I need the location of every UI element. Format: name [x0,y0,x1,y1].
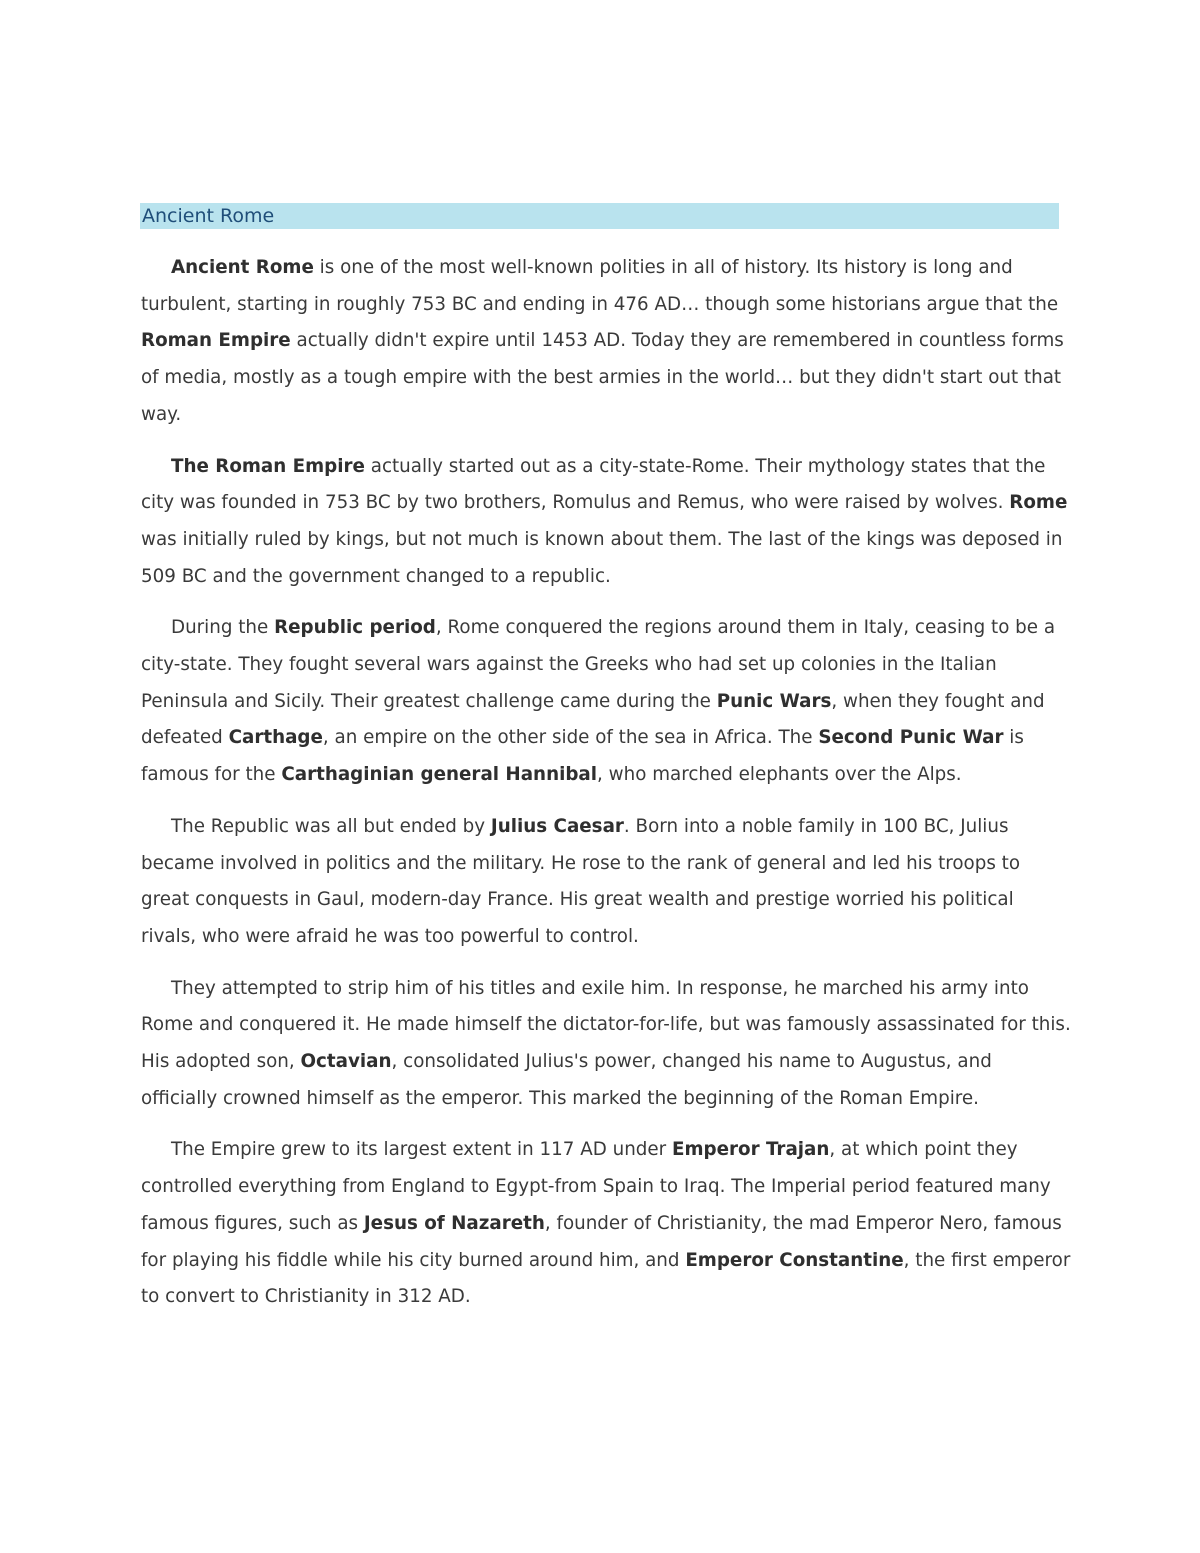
text-run: , founder of Christianity, the mad Emperor Nero, famous for playing his fiddle while his city burned around him, and [141,1212,1062,1271]
text-run: The Republic was all but ended by [171,815,491,837]
bold-term: Carthage [228,727,323,749]
paragraph-6 [141,1132,1071,1316]
paragraph-4 [141,809,1071,956]
bold-term: Republic period [274,617,436,639]
text-run: is one of the most well-known polities in all of history. Its history is long and turbulent, starting in roughly 753 BC and ending in 476 AD… though some historians argue that the [141,257,1059,315]
text-run: actually started out as a city-state-Rome. Their mythology states that the city was founded in 753 BC by two brothers, Romulus and Remus, who were raised by wolves. [141,455,1046,514]
text-run: During the [171,617,275,639]
document-heading: Ancient Rome [142,205,275,227]
text-run: . Born into a noble family in 100 BC, Julius became involved in politics and the military. He rose to the rank of general and led his troops to great conquests in Gaul, modern-day France. His great wealth and prestige worried his political rivals, who were afraid he was too powerful to control. [141,815,1021,947]
text-run: , the first emperor to convert to Christianity in 312 AD. [141,1249,1071,1308]
bold-term: Punic Wars [716,690,832,712]
document-body [141,250,1071,1331]
paragraph-3 [141,610,1071,794]
paragraph-5 [141,971,1071,1118]
text-run: The Empire grew to its largest extent in 117 AD under [171,1139,672,1161]
bold-term: Octavian [300,1051,392,1073]
text-run: actually didn't expire until 1453 AD. Today they are remembered in countless forms of media, mostly as a tough empire with the best armies in the world… but they didn't start out that way. [141,330,1064,425]
text-run: They attempted to strip him of his titles and exile him. In response, he marched his army into Rome and conquered it. He made himself the dictator-for-life, but was famously assassinated for this. His adopted son, [141,977,1071,1073]
bold-term: Rome [1009,492,1068,514]
bold-term: Emperor Constantine [685,1249,904,1271]
bold-term: Roman Empire [141,330,291,352]
paragraph-2 [141,449,1071,596]
text-run: , consolidated Julius's power, changed his name to Augustus, and officially crowned himself as the emperor. This marked the beginning of the Roman Empire. [141,1051,992,1109]
text-run: , at which point they controlled everything from England to Egypt-from Spain to Iraq. The Imperial period featured many famous figures, such as [141,1139,1051,1234]
bold-term: Emperor Trajan [671,1139,830,1161]
paragraph-1 [141,250,1071,434]
text-run: was initially ruled by kings, but not much is known about them. The last of the kings was deposed in 509 BC and the government changed to a republic. [141,528,1063,587]
text-run: is famous for the [141,727,1024,786]
bold-term: Jesus of Nazareth [363,1212,545,1234]
heading-bar [140,203,1059,229]
text-run: , an empire on the other side of the sea in Africa. The [322,727,819,749]
text-run: , Rome conquered the regions around them in Italy, ceasing to be a city-state. They fought several wars against the Greeks who had set up colonies in the Italian Peninsula and Sicily. Their greatest challenge came during the [141,617,1056,712]
bold-term: Second Punic War [818,727,1004,749]
text-run: , when they fought and defeated [141,690,1045,749]
bold-term: Carthaginian general Hannibal [281,764,598,786]
text-run: , who marched elephants over the Alps. [597,764,962,786]
bold-term: Julius Caesar [490,815,624,837]
bold-term: The Roman Empire [171,455,365,477]
bold-term: Ancient Rome [171,257,314,278]
